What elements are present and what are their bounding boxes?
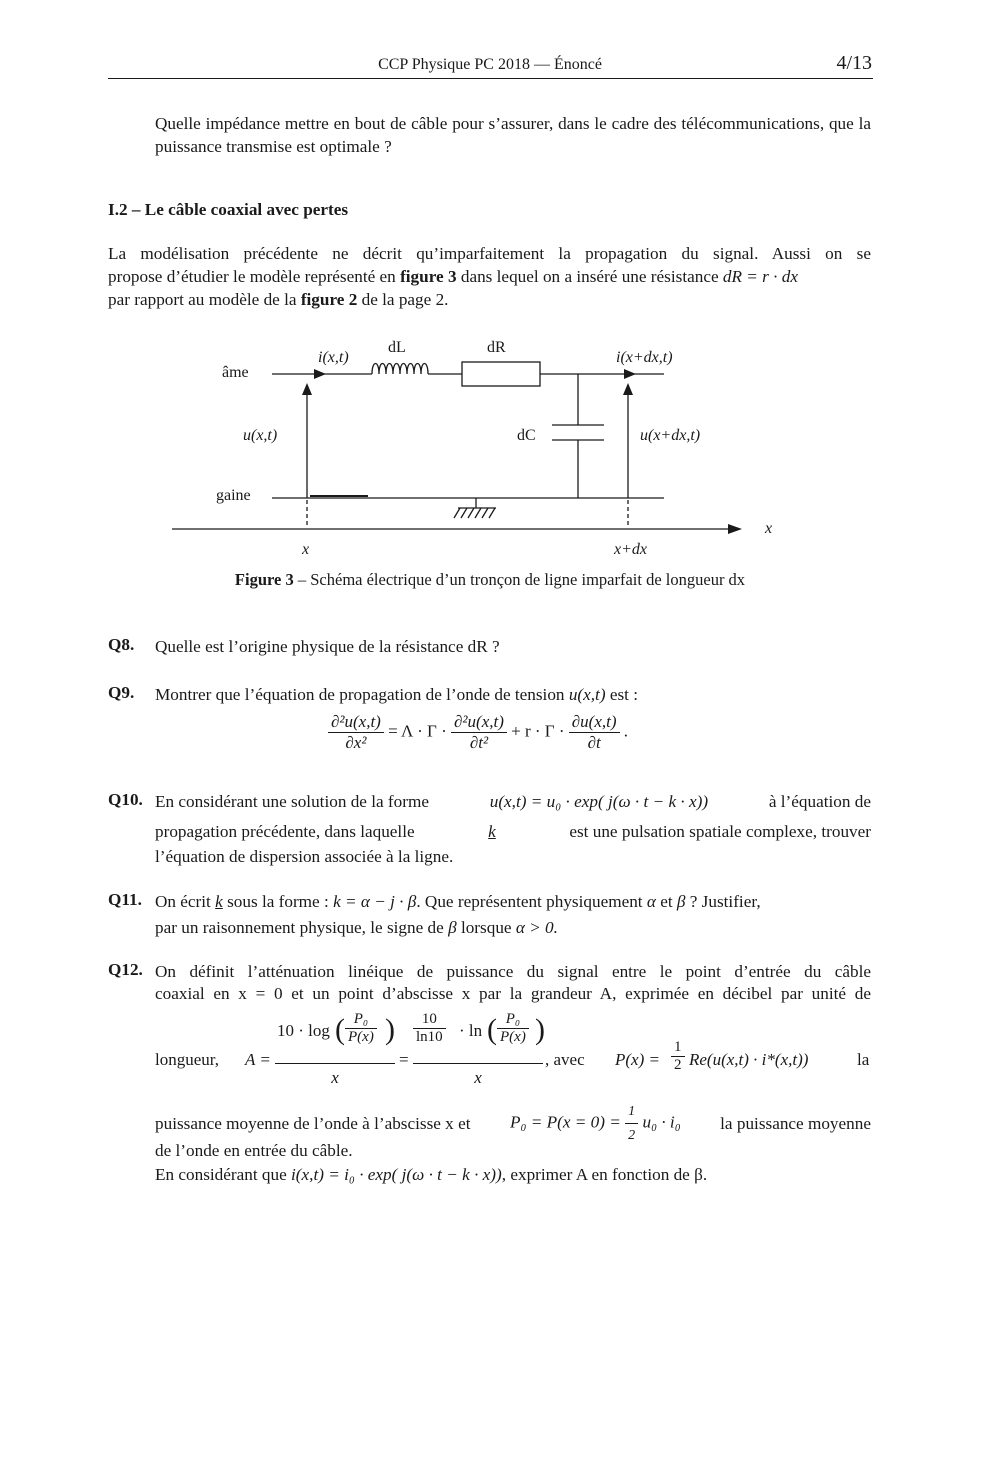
q11-line2-a: par un raisonnement physique, le signe de [155,918,444,937]
q9-lhs-frac: $\frac{\text{∂²u(x,t)}}{\text{∂x²}}$ [328,712,384,753]
q12-half: $\frac{1}{2}$ [671,1039,685,1074]
q8-text: Quelle est l’origine physique de la résistance dR ? [155,637,500,656]
q12-f2-lparen: ( [487,1013,497,1046]
q12-f1-rparen: ) [385,1013,395,1046]
q12-line6-a: En considérant que [155,1165,287,1184]
q11-line1-b: sous la forme : [227,892,329,911]
q9-number: Q9. [108,683,135,702]
q12-f1-log: 10 · log [277,1021,330,1040]
q12-formula-row [155,1005,871,1089]
q9-eq-mid: = Λ · Γ · [388,721,447,741]
q12-f1-den: x [331,1068,339,1087]
circuit-diagram [160,330,800,565]
q11-line1 [155,890,871,913]
x-axis-arrowhead [728,524,742,534]
q12-la: la [857,1050,870,1069]
q11-line1-k: k [215,892,223,911]
inductor-coil [372,364,428,375]
q11-line2 [155,916,558,939]
label-current-in: i(x,t) [318,349,349,366]
q11-line1-d: ? Justifier, [689,892,761,911]
q12-line6-b: , exprimer A en fonction de β. [501,1165,708,1184]
q12-line4-a: puissance moyenne de l’onde à l’abscisse x et [155,1114,471,1133]
para3-text-c: de la page 2. [361,290,449,309]
label-resistance: dR [487,339,506,356]
q12-eq2: = [399,1050,409,1069]
q12-avec: , avec [545,1050,585,1069]
q9-var: u(x,t) [568,685,606,704]
q12-longueur: longueur, [155,1050,219,1069]
label-voltage-in: u(x,t) [243,427,278,444]
q12-number: Q12. [108,960,143,979]
q10-line3: l’équation de dispersion associée à la ligne. [155,847,454,866]
label-capacitance: dC [517,427,536,444]
q12-P-eq: P(x) = [615,1050,660,1069]
page-number: 4/13 [836,52,872,74]
current-in-arrowhead [314,369,326,379]
section-para-line3 [108,288,448,311]
caption-label: Figure 3 [234,570,294,589]
q9-mid-frac: $\frac{\text{∂²u(x,t)}}{\text{∂t²}}$ [451,712,507,753]
q9-r-frac: $\frac{\partial u(x,t)}{\partial t}$ [569,712,620,753]
q10-line1 [155,790,871,813]
label-axis: x [765,520,773,537]
current-out-arrowhead [624,369,636,379]
resistance-eq: dR = r · dx [722,267,798,286]
q10-line2 [155,820,871,843]
q11-line2-beta: β [448,918,457,937]
q9-text [155,683,638,706]
q10-line1-a: En considérant une solution de la forme [155,792,429,811]
voltage-in-arrowhead [302,383,312,395]
label-current-out: i(x+dx,t) [616,349,673,366]
caption-text: – Schéma électrique d’un tronçon de ligne imparfait de longueur dx [297,570,746,589]
q11-line1-c: . Que représentent physiquement [416,892,643,911]
header-rule [108,78,873,79]
q8-number: Q8. [108,635,135,654]
q11-et: et [660,892,673,911]
para2-text-a: propose d’étudier le modèle représenté en [108,267,396,286]
q12-f2-rparen: ) [535,1013,545,1046]
q12-f2-ln: · ln [459,1021,483,1040]
q12-frac1 [275,1005,395,1088]
label-inductance: dL [388,339,406,356]
q10-line2-b: est une pulsation spatiale complexe, trouver [569,822,871,841]
q10-line1-b: à l’équation de [768,792,871,811]
q12-line6 [155,1163,707,1186]
header-title: CCP Physique PC 2018 — Énoncé [378,56,602,73]
voltage-out-arrowhead [623,383,633,395]
q12-line5: de l’onde en entrée du câble. [155,1141,353,1160]
q12-A-eq: A = [245,1050,271,1069]
para2-text-c: dans lequel on a inséré une résistance [460,267,719,286]
q9-eq-plus: + r · Γ · [511,721,565,741]
q10-line2-k: k [488,822,496,841]
q11-line1-eq: k = α − j · β [333,892,417,911]
figure-caption [0,570,980,590]
section-para-line1: La modélisation précédente ne décrit qu’imparfaitement la propagation du signal. Aussi on se [108,244,871,263]
resistor-box [462,362,540,386]
q12-f2-const: $\frac{10}{\ln 10}$ [413,1011,446,1046]
q12-line4-b: la puissance moyenne [720,1114,871,1133]
q11-alpha: α [646,892,656,911]
q12-f1-inner: $\frac{\text{P₀}}{P(x)}$ [345,1011,377,1046]
q9-text-b: est : [609,685,639,704]
q11-line1-a: On écrit [155,892,211,911]
intro-question: Quelle impédance mettre en bout de câble pour s’assurer, dans le cadre des télécommunications, que la puissance transmise est optimale ? [155,114,871,156]
q12-line4-half: $\frac{1}{2}$ [625,1100,638,1147]
label-voltage-out: u(x+dx,t) [640,427,701,444]
para3-text-a: par rapport au modèle de la [108,290,297,309]
figure3-ref: figure 3 [400,267,457,286]
q12-re: Re(u(x,t) · i*(x,t)) [689,1050,809,1069]
q11-beta: β [676,892,686,911]
figure2-ref: figure 2 [300,290,358,309]
q12-line4-eq: P₀ = P(x = 0) = $\frac{1}{2}$ u₀ · i₀ [510,1100,681,1147]
q12-f2-inner: $\frac{\text{P₀}}{P(x)}$ [497,1011,529,1046]
q12-line1: On définit l’atténuation linéique de puissance du signal entre le point d’entrée du câble [155,962,871,981]
section-para-line2 [108,265,871,288]
label-ame: âme [222,364,249,381]
q12-line2: coaxial en x = 0 et un point d’abscisse x par la grandeur A, exprimée en décibel par unité de [155,984,871,1003]
q9-equation [328,712,628,753]
q10-number: Q10. [108,790,143,809]
ground-hatch [454,508,495,518]
q12-line6-eq: i(x,t) = i₀ · exp( j(ω · t − k · x)) [291,1165,502,1184]
q9-eq-end: . [623,721,629,741]
q11-number: Q11. [108,890,142,909]
section-title: I.2 – Le câble coaxial avec pertes [108,200,349,219]
q9-text-a: Montrer que l’équation de propagation de l’onde de tension [155,685,565,704]
q10-line2-a: propagation précédente, dans laquelle [155,822,415,841]
q12-f1-lparen: ( [335,1013,345,1046]
label-tick-x: x [302,541,310,558]
label-gaine: gaine [216,487,251,504]
q12-f2-den: x [474,1068,482,1087]
q11-line2-b: lorsque [460,918,512,937]
label-tick-xdx: x+dx [614,541,647,558]
q12-frac2 [413,1005,543,1088]
q11-line2-cond: α > 0. [515,918,558,937]
q10-line1-eq: u(x,t) = u₀ · exp( j(ω · t − k · x)) [489,792,709,811]
